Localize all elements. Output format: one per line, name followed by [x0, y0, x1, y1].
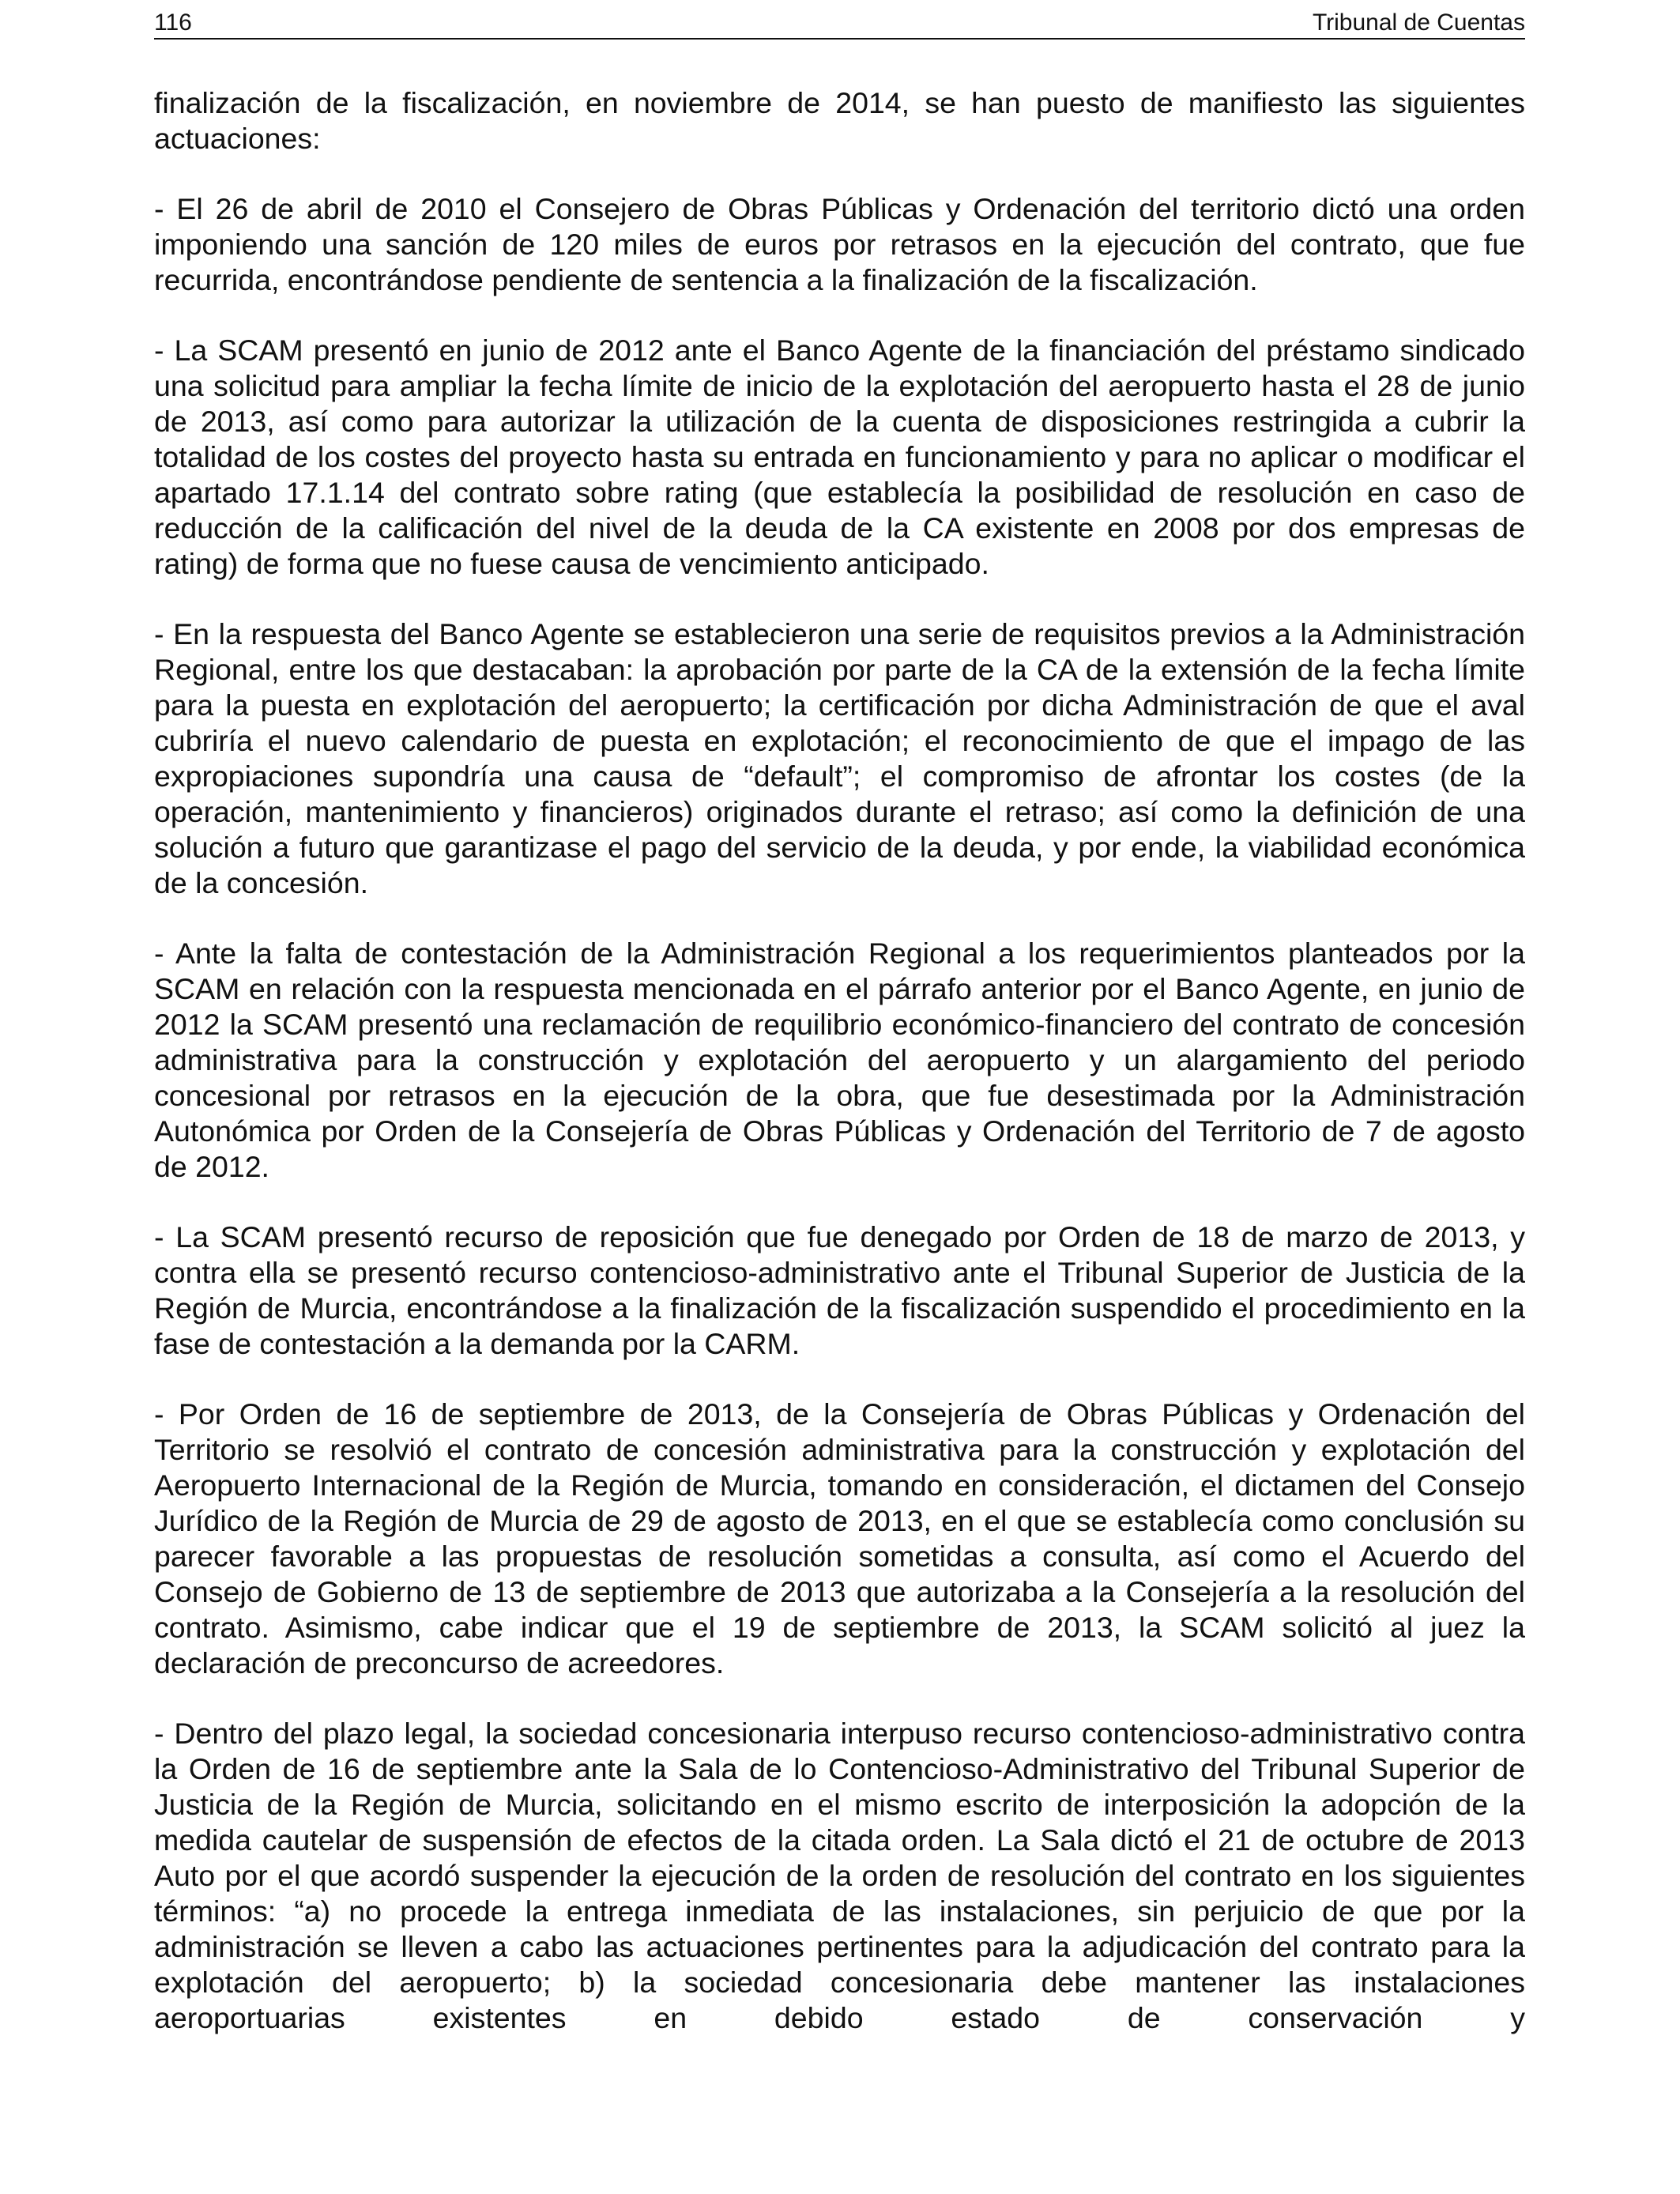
paragraph-6: - La SCAM presentó recurso de reposición que fue denegado por Orden de 18 de marzo de 2013, y contra ella se presentó recurso contencioso-administrativo ante el Tribunal Superior de Justicia de la Región de Murcia, encontrándose a la finalización de la fiscalización suspendido el procedimiento en la fase de contestación a la demanda por la CARM.: [154, 1220, 1525, 1360]
page-header: [154, 6, 1525, 40]
paragraph-4: - En la respuesta del Banco Agente se establecieron una serie de requisitos previos a la Administración Regional, entre los que destacaban: la aprobación por parte de la CA de la extensión de la fecha límite para la puesta en explotación del aeropuerto; la certificación por dicha Administración de que el aval cubriría el nuevo calendario de puesta en explotación; el reconocimiento de que el impago de las expropiaciones supondría una causa de “default”; el compromiso de afrontar los costes (de la operación, mantenimiento y financieros) originados durante el retraso; así como la definición de una solución a futuro que garantizase el pago del servicio de la deuda, y por ende, la viabilidad económica de la concesión.: [154, 617, 1525, 899]
paragraph-2: - El 26 de abril de 2010 el Consejero de Obras Públicas y Ordenación del territorio dictó una orden imponiendo una sanción de 120 miles de euros por retrasos en la ejecución del contrato, que fue recurrida, encontrándose pendiente de sentencia a la finalización de la fiscalización.: [154, 192, 1525, 296]
paragraph-8: - Dentro del plazo legal, la sociedad concesionaria interpuso recurso contencioso-administrativo contra la Orden de 16 de septiembre ante la Sala de lo Contencioso-Administrativo del Tribunal Superior de Justicia de la Región de Murcia, solicitando en el mismo escrito de interposición la adopción de la medida cautelar de suspensión de efectos de la citada orden. La Sala dictó el 21 de octubre de 2013 Auto por el que acordó suspender la ejecución de la orden de resolución del contrato en los siguientes términos: “a) no procede la entrega inmediata de las instalaciones, sin perjuicio de que por la administración se lleven a cabo las actuaciones pertinentes para la adjudicación del contrato para la explotación del aeropuerto; b) la sociedad concesionaria debe mantener las instalaciones aeroportuarias existentes en debido estado de conservación y: [154, 1717, 1525, 2034]
body-text: [154, 85, 1525, 2036]
paragraph-3: - La SCAM presentó en junio de 2012 ante el Banco Agente de la financiación del préstamo sindicado una solicitud para ampliar la fecha límite de inicio de la explotación del aeropuerto hasta el 28 de junio de 2013, así como para autorizar la utilización de la cuenta de disposiciones restringida a cubrir la totalidad de los costes del proyecto hasta su entrada en funcionamiento y para no aplicar o modificar el apartado 17.1.14 del contrato sobre rating (que establecía la posibilidad de resolución en caso de reducción de la calificación del nivel de la deuda de la CA existente en 2008 por dos empresas de rating) de forma que no fuese causa de vencimiento anticipado.: [154, 334, 1525, 580]
paragraph-1: finalización de la fiscalización, en noviembre de 2014, se han puesto de manifiesto las siguientes actuaciones:: [154, 86, 1525, 155]
page-number: 116: [154, 9, 192, 36]
paragraph-5: - Ante la falta de contestación de la Administración Regional a los requerimientos planteados por la SCAM en relación con la respuesta mencionada en el párrafo anterior por el Banco Agente, en junio de 2012 la SCAM presentó una reclamación de requilibrio económico-financiero del contrato de concesión administrativa para la construcción y explotación del aeropuerto y un alargamiento del periodo concesional por retrasos en la ejecución de la obra, que fue desestimada por la Administración Autonómica por Orden de la Consejería de Obras Públicas y Ordenación del Territorio de 7 de agosto de 2012.: [154, 937, 1525, 1183]
paragraph-7: - Por Orden de 16 de septiembre de 2013, de la Consejería de Obras Públicas y Ordenación del Territorio se resolvió el contrato de concesión administrativa para la construcción y explotación del Aeropuerto Internacional de la Región de Murcia, tomando en consideración, el dictamen del Consejo Jurídico de la Región de Murcia de 29 de agosto de 2013, en el que se establecía como conclusión su parecer favorable a las propuestas de resolución sometidas a consulta, así como el Acuerdo del Consejo de Gobierno de 13 de septiembre de 2013 que autorizaba a la Consejería a la resolución del contrato. Asimismo, cabe indicar que el 19 de septiembre de 2013, la SCAM solicitó al juez la declaración de preconcurso de acreedores.: [154, 1397, 1525, 1679]
header-title: Tribunal de Cuentas: [1312, 9, 1525, 36]
